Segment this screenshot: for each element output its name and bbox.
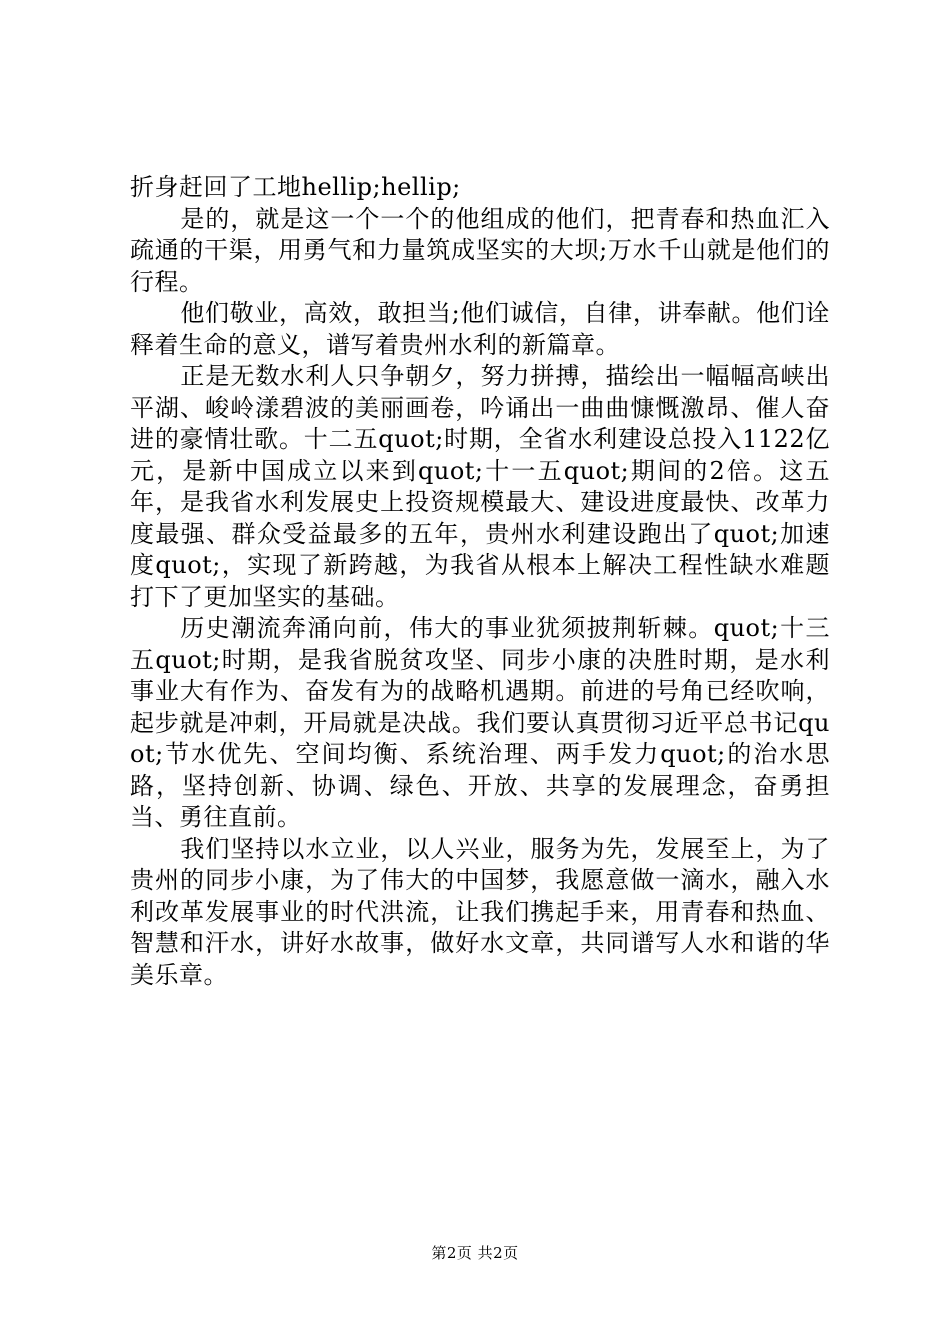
paragraph: 是的，就是这一个一个的他组成的他们，把青春和热血汇入疏通的干渠，用勇气和力量筑成坚实的大坝;万水千山就是他们的行程。 <box>130 204 830 296</box>
paragraph: 历史潮流奔涌向前，伟大的事业犹须披荆斩棘。quot;十三五quot;时期，是我省脱贫攻坚、同步小康的决胜时期，是水利事业大有作为、奋发有为的战略机遇期。前进的号角已经吹响，起步就是冲刺，开局就是决战。我们要认真贯彻习近平总书记quot;节水优先、空间均衡、系统治理、两手发力quot;的治水思路，坚持创新、协调、绿色、开放、共享的发展理念，奋勇担当、勇往直前。 <box>130 614 830 831</box>
page-footer: 第2页 共2页 <box>431 1244 519 1262</box>
paragraph: 他们敬业，高效，敢担当;他们诚信，自律，讲奉献。他们诠释着生命的意义，谱写着贵州水利的新篇章。 <box>130 299 830 359</box>
paragraph: 正是无数水利人只争朝夕，努力拼搏，描绘出一幅幅高峡出平湖、峻岭漾碧波的美丽画卷，吟诵出一曲曲慷慨激昂、催人奋进的豪情壮歌。十二五quot;时期，全省水利建设总投入1122亿元，是新中国成立以来到quot;十一五quot;期间的2倍。这五年，是我省水利发展史上投资规模最大、建设进度最快、改革力度最强、群众受益最多的五年，贵州水利建设跑出了quot;加速度quot;，实现了新跨越，为我省从根本上解决工程性缺水难题打下了更加坚实的基础。 <box>130 362 830 611</box>
paragraph: 我们坚持以水立业，以人兴业，服务为先，发展至上，为了贵州的同步小康，为了伟大的中国梦，我愿意做一滴水，融入水利改革发展事业的时代洪流，让我们携起手来，用青春和热血、智慧和汗水，讲好水故事，做好水文章，共同谱写人水和谐的华美乐章。 <box>130 834 830 989</box>
document-body <box>130 172 830 991</box>
paragraph-continuation: 折身赶回了工地hellip;hellip; <box>130 173 461 201</box>
